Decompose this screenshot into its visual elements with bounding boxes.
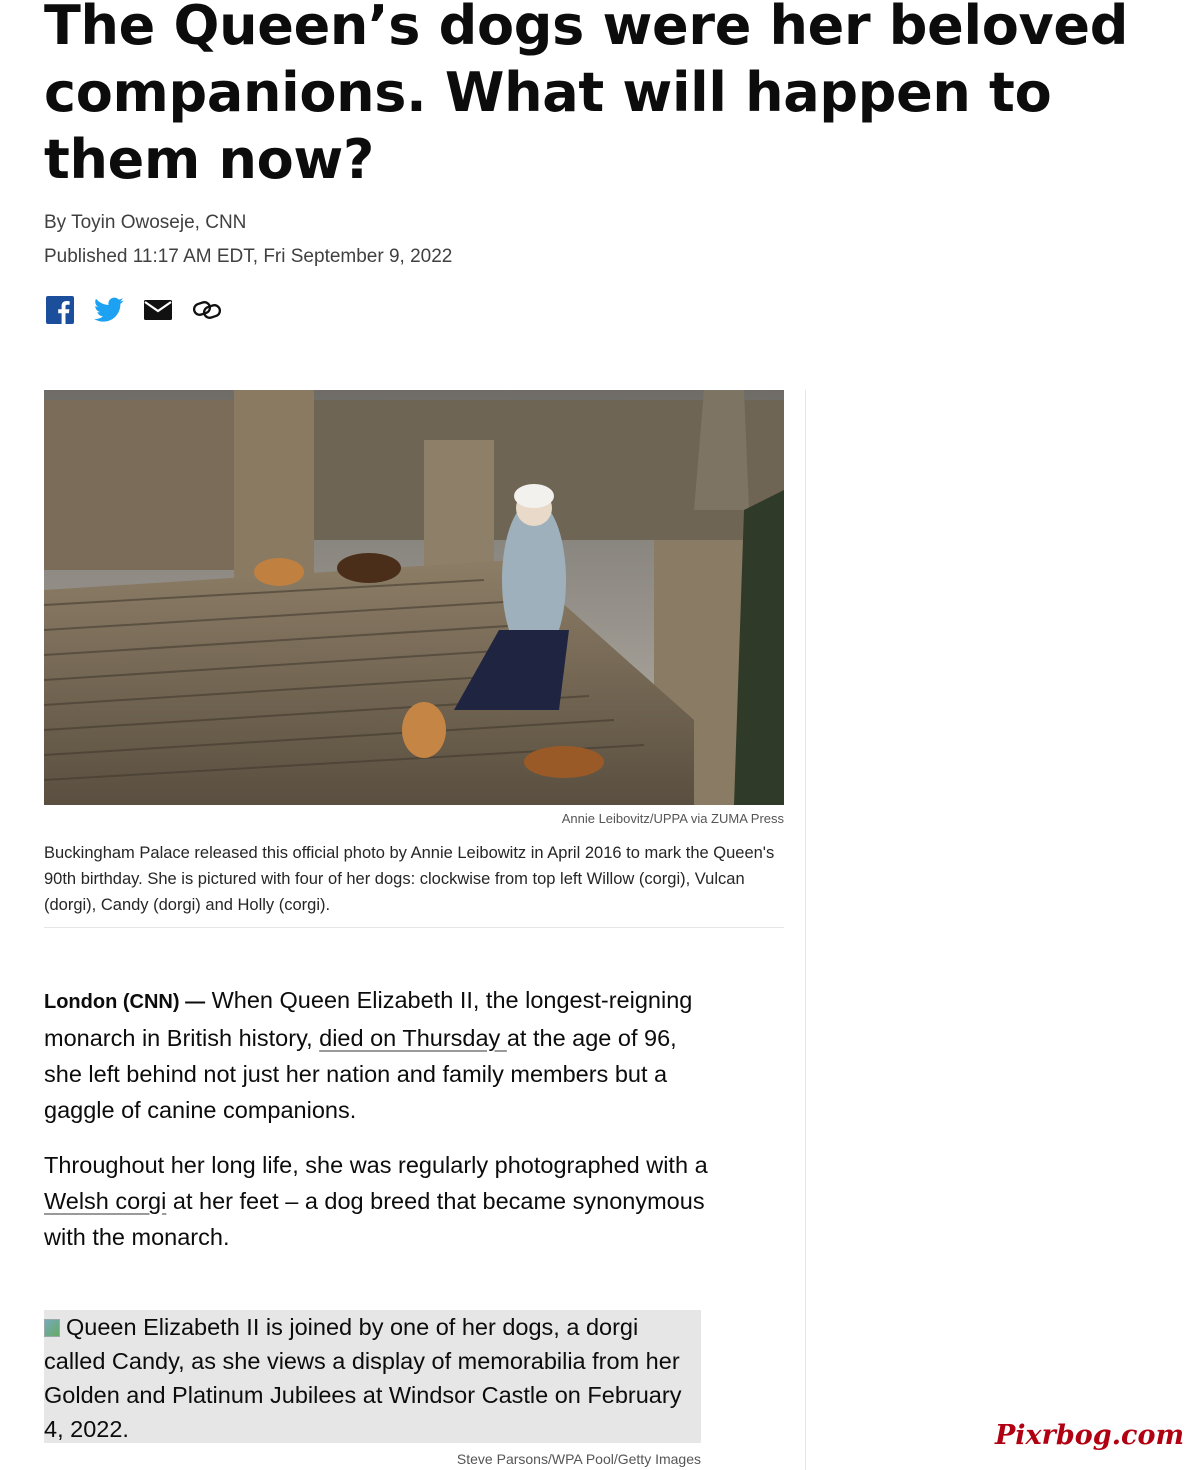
column-divider: [805, 390, 806, 1470]
lead-photo[interactable]: [44, 390, 784, 805]
second-photo-alt-text: Queen Elizabeth II is joined by one of her dogs, a dorgi called Candy, as she views a display of memorabilia from her Golden and Platinum Jubilees at Windsor Castle on February 4, 2022.: [44, 1314, 682, 1442]
byline: By Toyin Owoseje, CNN: [44, 212, 247, 233]
article-headline: The Queen’s dogs were her beloved companions. What will happen to them now?: [44, 0, 1129, 191]
welsh-corgi-link[interactable]: Welsh corgi: [44, 1188, 167, 1214]
paragraph-text: at the age of 96, she left behind not just her nation and family members but a gaggle of canine companions.: [44, 1025, 677, 1123]
watermark: Pixrbog.com: [995, 1420, 1185, 1451]
second-photo-broken[interactable]: [44, 1310, 701, 1443]
paragraph-text: When Queen Elizabeth II, the longest-reigning monarch in British history,: [44, 987, 693, 1051]
published-timestamp: Published 11:17 AM EDT, Fri September 9, 2022: [44, 246, 453, 267]
died-on-thursday-link[interactable]: died on Thursday: [319, 1025, 507, 1051]
lead-photo-caption: Buckingham Palace released this official photo by Annie Leibowitz in April 2016 to mark the Queen's 90th birthday. She is pictured with four of her dogs: clockwise from top left Willow (corgi), Vulcan (dorgi), Candy (dorgi) and Holly (corgi).: [44, 844, 775, 914]
caption-divider: [44, 927, 784, 928]
lead-photo-credit: Annie Leibovitz/UPPA via ZUMA Press: [561, 811, 784, 826]
second-photo-credit: Steve Parsons/WPA Pool/Getty Images: [456, 1451, 701, 1467]
email-icon[interactable]: [142, 294, 174, 326]
broken-image-icon: [44, 1319, 60, 1337]
link-icon[interactable]: [191, 294, 223, 326]
body-paragraph-2: [44, 1147, 714, 1255]
twitter-icon[interactable]: [93, 294, 125, 326]
paragraph-text: at her feet – a dog breed that became synonymous with the monarch.: [44, 1188, 705, 1250]
share-bar: [44, 294, 240, 326]
paragraph-text: Throughout her long life, she was regularly photographed with a: [44, 1152, 708, 1178]
body-paragraph-1: [44, 982, 714, 1128]
facebook-icon[interactable]: [44, 294, 76, 326]
dateline: London (CNN) —: [44, 991, 206, 1013]
